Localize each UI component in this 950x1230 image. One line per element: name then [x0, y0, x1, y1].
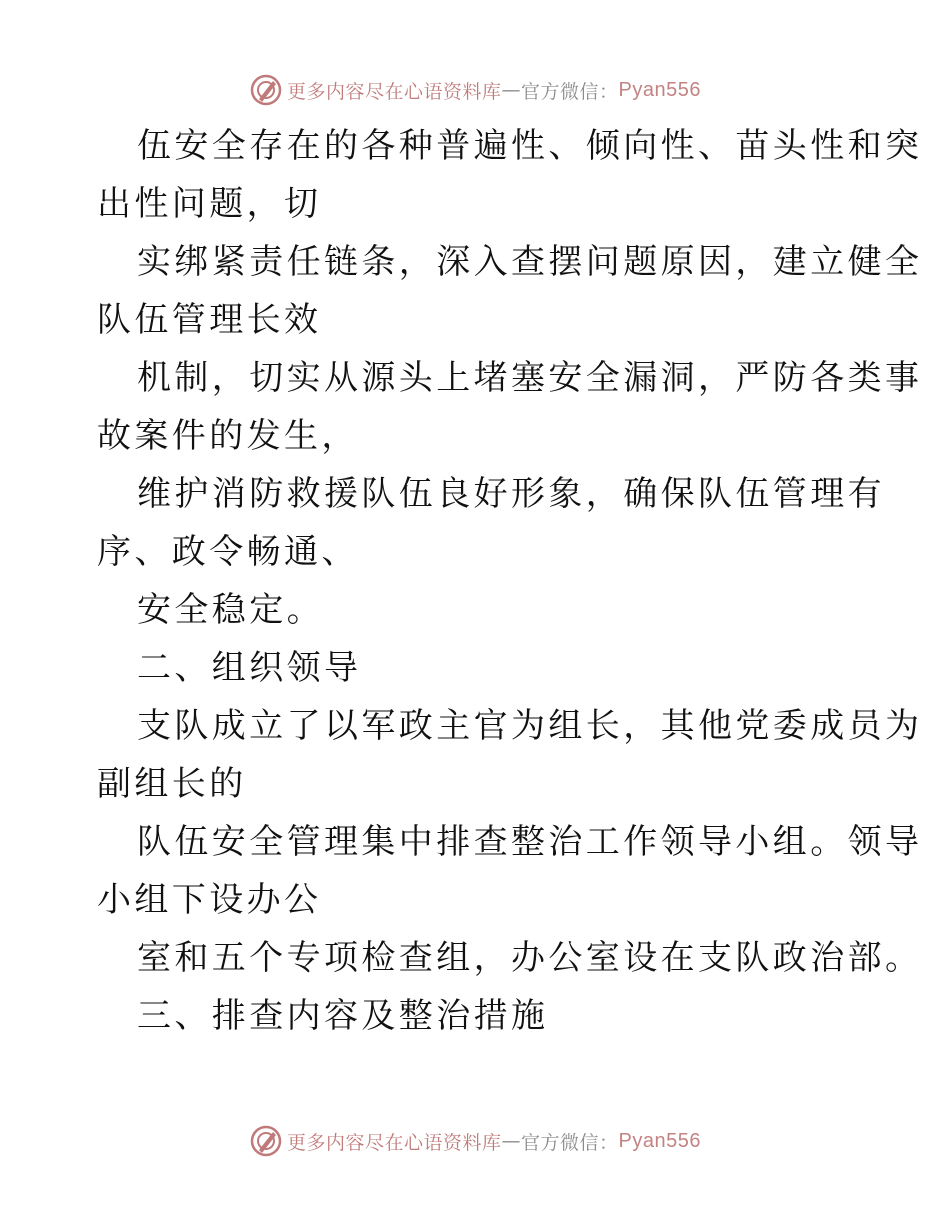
pen-circle-logo-icon — [249, 1124, 283, 1158]
section-heading: 三、排查内容及整治措施 — [137, 996, 549, 1036]
body-line: 维护消防救援队伍良好形象，确保队伍管理有 — [137, 474, 885, 514]
document-body — [97, 117, 923, 1045]
watermark-brand: 更多内容尽在心语资料库 — [287, 80, 502, 103]
watermark-separator: — — [501, 79, 522, 101]
body-line: 机制，切实从源头上堵塞安全漏洞，严防各类事 — [137, 358, 923, 398]
watermark-wechat-id: Pyan556 — [618, 78, 701, 101]
body-line: 室和五个专项检查组，办公室设在支队政治部。 — [137, 938, 923, 978]
pen-circle-logo-icon — [249, 73, 283, 107]
body-line: 队伍安全管理集中排查整治工作领导小组。领导 — [137, 822, 923, 862]
body-line: 序、政令畅通、 — [97, 532, 359, 572]
body-line: 故案件的发生， — [97, 416, 359, 456]
body-line: 出性问题，切 — [97, 184, 322, 224]
header-watermark — [0, 70, 950, 110]
watermark-official-label: 官方微信： — [521, 80, 619, 103]
watermark-wechat-id: Pyan556 — [618, 1129, 701, 1152]
footer-watermark — [0, 1121, 950, 1161]
body-line: 实绑紧责任链条，深入查摆问题原因，建立健全 — [137, 242, 923, 282]
body-line: 安全稳定。 — [137, 590, 324, 630]
body-line: 伍安全存在的各种普遍性、倾向性、苗头性和突 — [137, 126, 923, 166]
body-line: 小组下设办公 — [97, 880, 322, 920]
watermark-official-label: 官方微信： — [521, 1131, 619, 1154]
body-line: 队伍管理长效 — [97, 300, 322, 340]
watermark-separator: — — [501, 1130, 522, 1152]
section-heading: 二、组织领导 — [137, 648, 362, 688]
watermark-brand: 更多内容尽在心语资料库 — [287, 1131, 502, 1154]
body-line: 支队成立了以军政主官为组长，其他党委成员为 — [137, 706, 923, 746]
body-line: 副组长的 — [97, 764, 247, 804]
